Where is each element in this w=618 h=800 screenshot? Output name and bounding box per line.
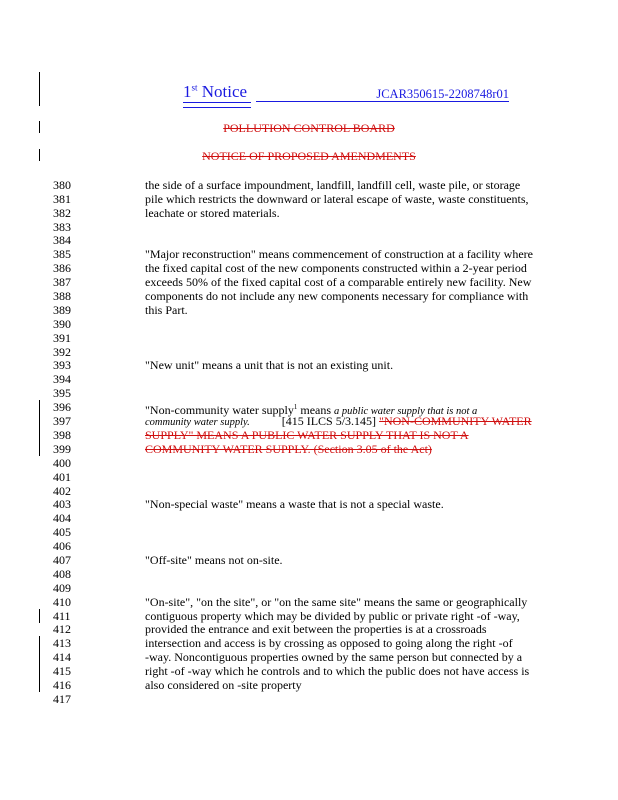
line-number: 392	[53, 345, 71, 359]
notice-heading	[183, 82, 247, 102]
line-number: 396	[53, 400, 71, 414]
line-number: 381	[53, 192, 71, 206]
deleted-text-line: COMMUNITY WATER SUPPLY. (Section 3.05 of the Act)	[145, 442, 432, 456]
definition-term: "Non-community water supply	[145, 403, 294, 417]
text-line: "On-site", "on the site", or "on the same site" means the same or geographically	[145, 595, 528, 609]
text-line: this Part.	[145, 303, 188, 317]
line-number: 382	[53, 206, 71, 220]
line-number: 415	[53, 664, 71, 678]
text-line: the fixed capital cost of the new components constructed within a 2-year period	[145, 261, 527, 275]
line-number: 395	[53, 386, 71, 400]
line-number: 399	[53, 442, 71, 456]
line-number: 389	[53, 303, 71, 317]
line-number: 380	[53, 178, 71, 192]
line-number: 385	[53, 247, 71, 261]
line-number: 394	[53, 372, 71, 386]
text-line: the side of a surface impoundment, landfill, landfill cell, waste pile, or storage	[145, 178, 521, 192]
line-number: 409	[53, 581, 71, 595]
line-number: 390	[53, 317, 71, 331]
notice-double-underline	[183, 102, 251, 108]
line-number: 413	[53, 636, 71, 650]
text-line: "New unit" means a unit that is not an existing unit.	[145, 358, 394, 372]
line-number: 383	[53, 220, 71, 234]
line-number: 398	[53, 428, 71, 442]
line-number: 414	[53, 650, 71, 664]
text-line: provided the entrance and exit between the properties is at a crossroads	[145, 622, 487, 636]
text-line: pile which restricts the downward or lateral escape of waste, waste constituents,	[145, 192, 529, 206]
revision-bar	[39, 609, 40, 623]
notice-number: 1	[183, 82, 192, 101]
line-number: 393	[53, 358, 71, 372]
text-line: "Major reconstruction" means commencement of construction at a facility where	[145, 247, 533, 261]
line-number: 404	[53, 511, 71, 525]
statute-citation: [415 ILCS 5/3.145]	[281, 414, 380, 428]
line-number: 405	[53, 525, 71, 539]
text-line: "Off-site" means not on-site.	[145, 553, 283, 567]
line-number: 387	[53, 275, 71, 289]
deleted-text-line: SUPPLY" MEANS A PUBLIC WATER SUPPLY THAT IS NOT A	[145, 428, 469, 442]
text-line: right -of -way which he controls and to which the public does not have access is	[145, 664, 530, 678]
line-number: 416	[53, 678, 71, 692]
text-line: -way. Noncontiguous properties owned by the same person but connected by a	[145, 650, 523, 664]
statutory-text: a public water supply that is not a	[334, 406, 478, 417]
notice-title: NOTICE OF PROPOSED AMENDMENTS	[202, 149, 416, 163]
line-number: 406	[53, 539, 71, 553]
line-number: 410	[53, 595, 71, 609]
line-number: 391	[53, 331, 71, 345]
text-line: intersection and access is by crossing as opposed to going along the right -of	[145, 636, 513, 650]
line-number: 400	[53, 456, 71, 470]
definition-connector: means	[297, 403, 335, 417]
line-number: 384	[53, 233, 71, 247]
text-line: also considered on -site property	[145, 678, 302, 692]
line-number: 403	[53, 497, 71, 511]
line-number: 386	[53, 261, 71, 275]
line-number: 407	[53, 553, 71, 567]
text-line: exceeds 50% of the fixed capital cost of a comparable entirely new facility. New	[145, 275, 532, 289]
notice-number-suffix: st	[191, 82, 198, 93]
jcar-code: JCAR350615-2208748r01	[256, 87, 509, 102]
line-number: 401	[53, 470, 71, 484]
line-number: 402	[53, 484, 71, 498]
text-line: "Non-special waste" means a waste that is not a special waste.	[145, 497, 444, 511]
text-line: contiguous property which may be divided by public or private right -of -way,	[145, 609, 520, 623]
line-number: 388	[53, 289, 71, 303]
notice-label: Notice	[201, 82, 248, 101]
statutory-text: community water supply.	[145, 417, 250, 428]
text-line: components do not include any new components necessary for compliance with	[145, 289, 529, 303]
line-number: 397	[53, 414, 71, 428]
revision-bar	[39, 400, 40, 456]
line-number: 408	[53, 567, 71, 581]
line-number: 411	[53, 609, 71, 623]
line-number: 412	[53, 622, 71, 636]
revision-bar	[39, 72, 40, 106]
footnote-marker: 1	[293, 403, 298, 411]
agency-title: POLLUTION CONTROL BOARD	[223, 121, 395, 135]
text-line: leachate or stored materials.	[145, 206, 280, 220]
revision-bar	[39, 636, 40, 692]
deleted-text: "NON-COMMUNITY WATER	[379, 414, 532, 428]
line-number: 417	[53, 692, 71, 706]
